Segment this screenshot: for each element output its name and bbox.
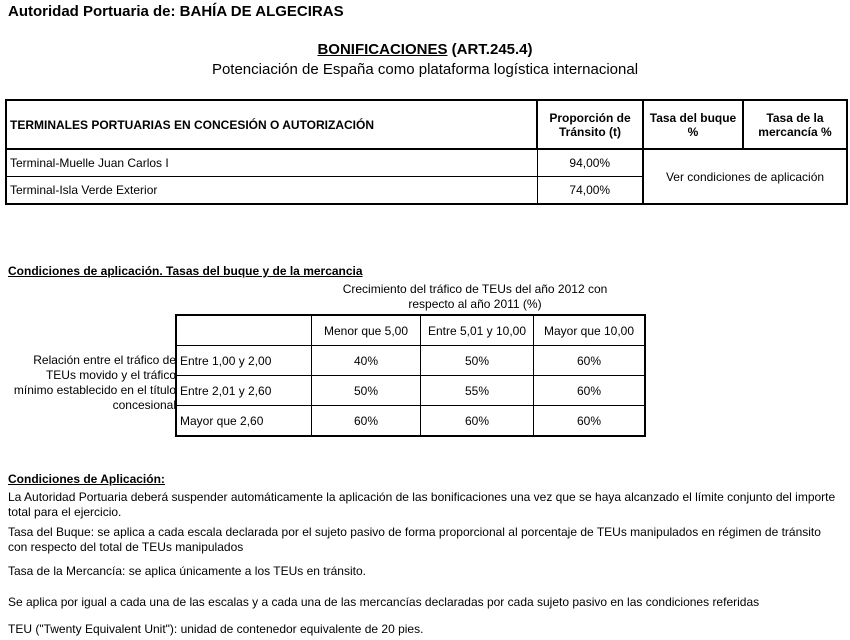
- terminals-header-proportion: Proporción de Tránsito (t): [537, 100, 643, 149]
- application-paragraph: TEU ("Twenty Equivalent Unit"): unidad de contenedor equivalente de 20 pies.: [8, 622, 424, 636]
- page-subtitle: Potenciación de España como plataforma logística internacional: [211, 61, 639, 78]
- terminal-proportion: 74,00%: [537, 177, 643, 205]
- terminal-name: Terminal-Isla Verde Exterior: [6, 177, 537, 205]
- page-title: [0, 41, 850, 58]
- rates-col-header: Mayor que 10,00: [534, 315, 646, 346]
- terminals-table: [5, 99, 848, 205]
- rates-cell: 50%: [421, 346, 534, 376]
- ratio-row-label: Relación entre el tráfico de TEUs movido y el tráfico mínimo establecido en el título concesional: [13, 353, 176, 412]
- terminals-header-goods-rate: Tasa de la mercancía %: [743, 100, 847, 149]
- application-paragraph: Se aplica por igual a cada una de las escalas y a cada una de las mercancías declaradas por cada sujeto pasivo en las condiciones referidas: [8, 595, 760, 609]
- conditions-title: Condiciones de aplicación. Tasas del buque y de la mercancia: [8, 264, 363, 278]
- conditions-note: Ver condiciones de aplicación: [643, 149, 847, 204]
- table-row: [176, 346, 645, 376]
- title-article: (ART.245.4): [447, 41, 533, 58]
- application-title: Condiciones de Aplicación:: [8, 472, 165, 486]
- rates-table: [175, 314, 646, 437]
- table-row: [176, 406, 645, 437]
- title-underlined: BONIFICACIONES: [317, 41, 448, 58]
- rates-cell: 50%: [312, 376, 421, 406]
- application-paragraph: Tasa de la Mercancía: se aplica únicamente a los TEUs en tránsito.: [8, 564, 366, 578]
- application-paragraph: La Autoridad Portuaria deberá suspender automáticamente la aplicación de las bonificaciones una vez que se haya alcanzado el límite conjunto del importe total para el ejercicio.: [8, 490, 836, 519]
- rates-row-header: Mayor que 2,60: [176, 406, 312, 437]
- rates-cell: 60%: [534, 406, 646, 437]
- rates-row-header: Entre 1,00 y 2,00: [176, 346, 312, 376]
- terminals-header-name: TERMINALES PORTUARIAS EN CONCESIÓN O AUTORIZACIÓN: [6, 100, 537, 149]
- terminal-name: Terminal-Muelle Juan Carlos I: [6, 149, 537, 177]
- table-row: [6, 149, 847, 177]
- rates-row-header: Entre 2,01 y 2,60: [176, 376, 312, 406]
- table-row: [176, 376, 645, 406]
- rates-cell: 60%: [534, 346, 646, 376]
- rates-cell: 55%: [421, 376, 534, 406]
- terminal-proportion: 94,00%: [537, 149, 643, 177]
- table-row: [176, 315, 645, 346]
- rates-cell: 60%: [312, 406, 421, 437]
- application-paragraph: Tasa del Buque: se aplica a cada escala declarada por el sujeto pasivo de forma proporcional al porcentaje de TEUs manipulados en régimen de tránsito con respecto del total de TEUs manipulados: [8, 525, 821, 554]
- authority-title: Autoridad Portuaria de: BAHÍA DE ALGECIRAS: [8, 3, 344, 20]
- rates-col-header: Entre 5,01 y 10,00: [421, 315, 534, 346]
- rates-corner: [176, 315, 312, 346]
- rates-cell: 60%: [534, 376, 646, 406]
- rates-col-header: Menor que 5,00: [312, 315, 421, 346]
- growth-header: Crecimiento del tráfico de TEUs del año 2012 con respecto al año 2011 (%): [342, 282, 608, 311]
- terminals-header-vessel-rate: Tasa del buque %: [643, 100, 743, 149]
- rates-cell: 40%: [312, 346, 421, 376]
- rates-cell: 60%: [421, 406, 534, 437]
